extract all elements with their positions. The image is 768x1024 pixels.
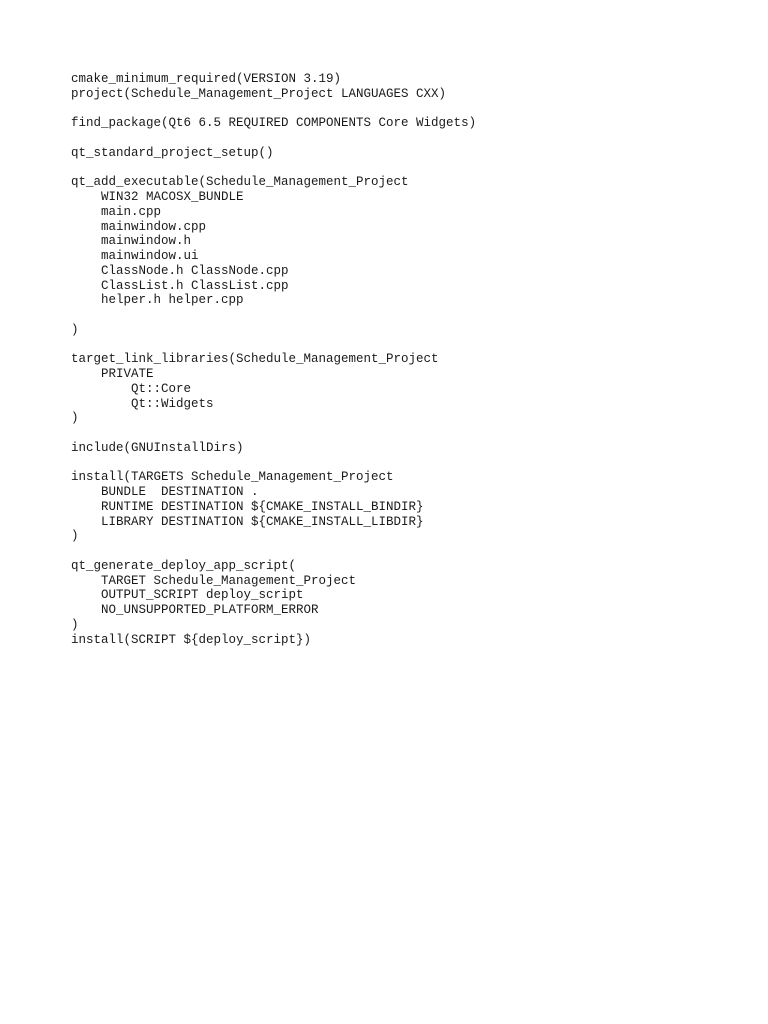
code-line: mainwindow.cpp <box>71 219 207 234</box>
code-line: find_package(Qt6 6.5 REQUIRED COMPONENTS Core Widgets) <box>71 116 477 131</box>
code-line: PRIVATE <box>71 367 154 381</box>
code-line <box>71 161 476 176</box>
code-line: mainwindow.ui <box>71 249 199 263</box>
code-line: WIN32 MACOSX_BUNDLE <box>71 190 244 204</box>
code-line: NO_UNSUPPORTED_PLATFORM_ERROR <box>71 603 319 617</box>
code-line: ) <box>71 617 79 632</box>
code-line: BUNDLE DESTINATION . <box>71 485 259 499</box>
code-line: main.cpp <box>71 204 162 219</box>
code-line: include(GNUInstallDirs) <box>71 440 244 455</box>
code-line: OUTPUT_SCRIPT deploy_script <box>71 588 304 603</box>
code-listing <box>71 72 476 647</box>
code-line <box>71 308 476 323</box>
code-line: helper.h helper.cpp <box>71 293 244 308</box>
code-line: cmake_minimum_required(VERSION 3.19) <box>71 72 342 86</box>
code-line <box>71 456 476 471</box>
code-line: RUNTIME DESTINATION ${CMAKE_INSTALL_BINDIR} <box>71 499 424 514</box>
code-line: target_link_libraries(Schedule_Management_Project <box>71 352 439 367</box>
code-line: ClassList.h ClassList.cpp <box>71 278 289 293</box>
code-line: LIBRARY DESTINATION ${CMAKE_INSTALL_LIBDIR} <box>71 514 424 529</box>
code-line: install(SCRIPT ${deploy_script}) <box>71 632 312 647</box>
code-line: ) <box>71 411 79 426</box>
code-line <box>71 102 476 117</box>
code-line: install(TARGETS Schedule_Management_Project <box>71 470 394 485</box>
code-line: mainwindow.h <box>71 234 192 249</box>
code-line: Qt::Widgets <box>71 396 214 411</box>
code-line: ) <box>71 529 79 544</box>
code-line: Qt::Core <box>71 381 192 396</box>
code-line: project(Schedule_Management_Project LANGUAGES CXX) <box>71 86 447 101</box>
code-line: TARGET Schedule_Management_Project <box>71 573 357 588</box>
code-line: qt_add_executable(Schedule_Management_Project <box>71 175 409 190</box>
code-line <box>71 544 476 559</box>
code-line <box>71 131 476 146</box>
code-line <box>71 338 476 353</box>
code-line <box>71 426 476 441</box>
code-line: ClassNode.h ClassNode.cpp <box>71 263 289 278</box>
code-line: ) <box>71 322 79 337</box>
code-line: qt_generate_deploy_app_script( <box>71 558 297 573</box>
code-line: qt_standard_project_setup() <box>71 145 274 160</box>
